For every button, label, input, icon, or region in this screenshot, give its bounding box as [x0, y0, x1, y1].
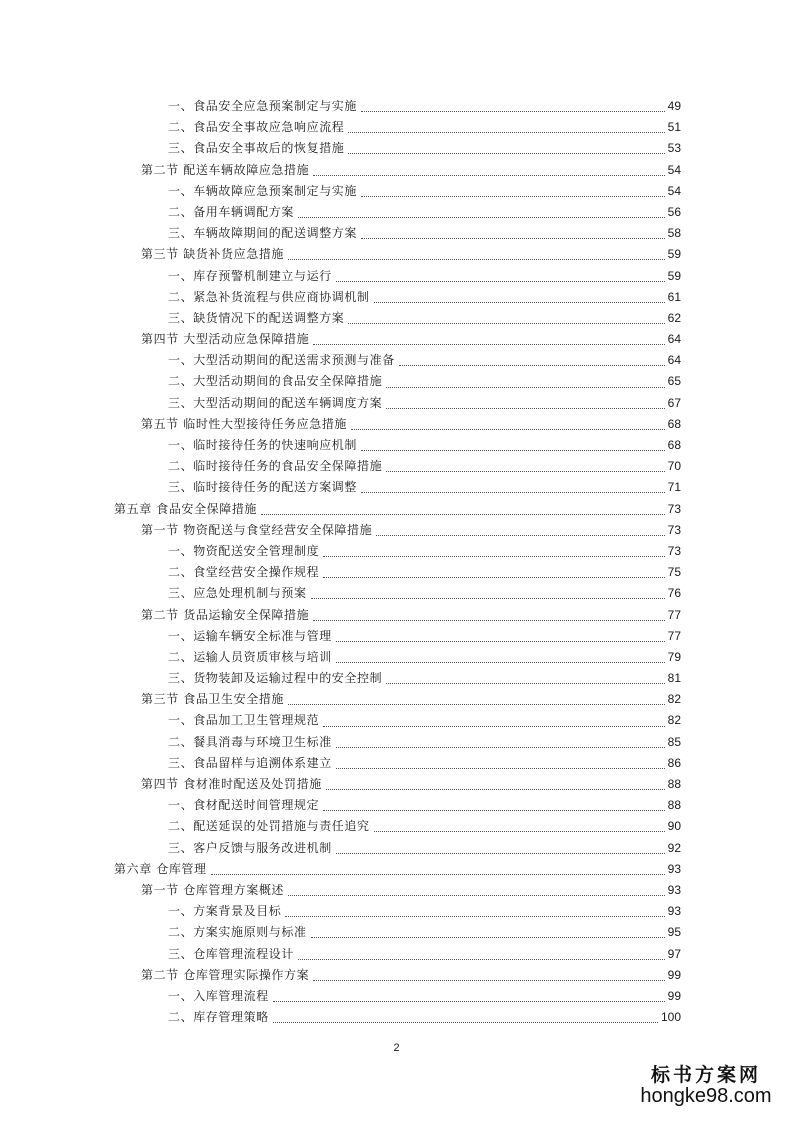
toc-entry[interactable]	[168, 350, 681, 371]
dot-leader	[336, 845, 665, 854]
toc-entry-label: 第二节 仓库管理实际操作方案	[141, 967, 310, 982]
toc-entry[interactable]	[168, 456, 681, 477]
toc-entry[interactable]	[141, 774, 681, 795]
toc-entry-label: 一、运输车辆安全标准与管理	[168, 628, 332, 643]
toc-entry-label: 一、食品加工卫生管理规范	[168, 713, 320, 728]
toc-entry[interactable]	[168, 710, 681, 731]
toc-entry-page: 49	[667, 99, 681, 113]
dot-leader	[313, 972, 664, 981]
dot-leader	[386, 463, 664, 472]
toc-entry-label: 三、临时接待任务的配送方案调整	[168, 480, 358, 495]
dot-leader	[311, 929, 665, 938]
toc-entry-page: 51	[667, 120, 681, 135]
toc-entry-page: 93	[667, 861, 681, 876]
toc-entry-page: 76	[667, 586, 681, 601]
dot-leader	[313, 336, 664, 345]
toc-entry-label: 二、备用车辆调配方案	[168, 204, 295, 219]
toc-entry-label: 第二节 配送车辆故障应急措施	[141, 162, 310, 177]
toc-entry[interactable]	[168, 944, 681, 965]
toc-entry[interactable]	[168, 668, 681, 689]
toc-entry-page: 73	[667, 501, 681, 516]
toc-entry[interactable]	[168, 287, 681, 308]
toc-entry-label: 一、车辆故障应急预案制定与实施	[168, 183, 358, 198]
toc-entry-page: 73	[667, 522, 681, 537]
toc-entry[interactable]	[141, 689, 681, 710]
toc-entry-page: 77	[667, 607, 681, 622]
dot-leader	[261, 506, 665, 515]
dot-leader	[336, 273, 665, 282]
toc-entry[interactable]	[168, 138, 681, 159]
toc-entry-label: 二、配送延误的处罚措施与责任追究	[168, 819, 370, 834]
toc-entry-page: 68	[667, 438, 681, 452]
dot-leader	[351, 421, 665, 430]
watermark-url: hongke98.com	[640, 1085, 772, 1107]
toc-entry[interactable]	[168, 986, 681, 1007]
toc-entry-page: 53	[667, 141, 681, 156]
dot-leader	[323, 802, 664, 811]
dot-leader	[288, 696, 665, 705]
toc-entry-page: 77	[667, 628, 681, 643]
toc-entry-page: 70	[667, 459, 681, 474]
toc-entry[interactable]	[168, 795, 681, 816]
toc-entry-page: 64	[667, 332, 681, 347]
toc-entry[interactable]	[168, 562, 681, 583]
toc-entry-label: 一、入库管理流程	[168, 988, 269, 1003]
toc-entry-page: 97	[667, 946, 681, 961]
toc-entry[interactable]	[141, 965, 681, 986]
toc-entry-page: 79	[667, 649, 681, 664]
dot-leader	[336, 760, 665, 769]
dot-leader	[348, 124, 664, 133]
watermark	[631, 1060, 781, 1108]
dot-leader	[361, 230, 665, 239]
toc-entry-label: 三、车辆故障期间的配送调整方案	[168, 226, 358, 241]
toc-entry-page: 54	[667, 162, 681, 177]
toc-entry[interactable]	[168, 647, 681, 668]
toc-entry[interactable]	[168, 223, 681, 244]
toc-entry-label: 二、运输人员资质审核与培训	[168, 649, 332, 664]
toc-entry-label: 二、食品安全事故应急响应流程	[168, 120, 345, 135]
toc-entry-label: 三、大型活动期间的配送车辆调度方案	[168, 395, 383, 410]
toc-entry-page: 93	[667, 904, 681, 919]
dot-leader	[336, 739, 665, 748]
dot-leader	[313, 167, 664, 176]
toc-entry[interactable]	[168, 117, 681, 138]
toc-entry-label: 一、库存预警机制建立与运行	[168, 268, 332, 283]
toc-entry[interactable]	[168, 181, 681, 202]
toc-entry-page: 85	[667, 734, 681, 749]
toc-entry-label: 第四节 食材准时配送及处罚措施	[141, 777, 322, 791]
toc-entry-label: 第三节 食品卫生安全措施	[141, 692, 285, 707]
toc-entry[interactable]	[141, 414, 681, 435]
dot-leader	[374, 294, 665, 303]
toc-entry-page: 82	[667, 713, 681, 728]
toc-entry[interactable]	[114, 859, 681, 880]
toc-entry[interactable]	[168, 266, 681, 287]
toc-entry-page: 73	[667, 543, 681, 558]
toc-entry[interactable]	[141, 329, 681, 350]
dot-leader	[273, 1014, 658, 1023]
toc-entry[interactable]	[168, 393, 681, 414]
toc-entry-label: 三、仓库管理流程设计	[168, 946, 295, 961]
toc-entry[interactable]	[168, 753, 681, 774]
toc-entry-label: 三、客户反馈与服务改进机制	[168, 840, 332, 855]
toc-entry-label: 第二节 货品运输安全保障措施	[141, 607, 310, 622]
toc-entry-page: 61	[667, 289, 681, 304]
dot-leader	[386, 675, 664, 684]
dot-leader	[361, 484, 665, 493]
toc-entry-label: 一、物资配送安全管理制度	[168, 543, 320, 558]
toc-entry-page: 99	[667, 967, 681, 982]
dot-leader	[386, 379, 664, 388]
dot-leader	[273, 993, 665, 1002]
toc-entry[interactable]	[168, 732, 681, 753]
toc-entry[interactable]	[141, 160, 681, 181]
dot-leader	[323, 548, 664, 557]
toc-entry[interactable]	[114, 499, 681, 520]
toc-entry-page: 99	[667, 988, 681, 1003]
toc-entry[interactable]	[141, 244, 681, 265]
toc-entry[interactable]	[168, 435, 681, 456]
toc-entry-page: 82	[667, 692, 681, 707]
toc-entry-page: 88	[667, 777, 681, 791]
dot-leader	[311, 590, 665, 599]
dot-leader	[288, 251, 665, 260]
toc-entry-page: 59	[667, 247, 681, 262]
toc-entry-page: 67	[667, 395, 681, 410]
toc-entry-label: 三、应急处理机制与预案	[168, 586, 307, 601]
table-of-contents	[0, 96, 793, 1028]
toc-entry-label: 第三节 缺货补货应急措施	[141, 247, 285, 262]
dot-leader	[348, 145, 664, 154]
toc-entry-label: 一、大型活动期间的配送需求预测与准备	[168, 353, 395, 368]
toc-entry[interactable]	[168, 816, 681, 837]
toc-entry-label: 第五章 食品安全保障措施	[114, 501, 258, 516]
toc-entry-label: 二、方案实施原则与标准	[168, 925, 307, 940]
dot-leader	[288, 887, 665, 896]
toc-entry[interactable]	[168, 202, 681, 223]
toc-entry-label: 三、食品留样与追溯体系建立	[168, 755, 332, 770]
dot-leader	[336, 633, 665, 642]
toc-entry[interactable]	[141, 880, 681, 901]
toc-entry-label: 二、紧急补货流程与供应商协调机制	[168, 289, 370, 304]
toc-entry-page: 75	[667, 565, 681, 580]
dot-leader	[348, 315, 664, 324]
toc-entry-label: 二、餐具消毒与环境卫生标准	[168, 734, 332, 749]
toc-entry-page: 65	[667, 374, 681, 389]
page-number: 2	[393, 1042, 400, 1054]
toc-entry-page: 100	[660, 1010, 681, 1025]
toc-entry[interactable]	[168, 583, 681, 604]
dot-leader	[386, 400, 664, 409]
toc-entry-page: 64	[667, 353, 681, 368]
dot-leader	[323, 569, 664, 578]
toc-entry-label: 第四节 大型活动应急保障措施	[141, 332, 310, 347]
dot-leader	[298, 951, 665, 960]
toc-entry-label: 二、临时接待任务的食品安全保障措施	[168, 459, 383, 474]
toc-entry-page: 90	[667, 819, 681, 834]
toc-entry[interactable]	[168, 541, 681, 562]
dot-leader	[298, 209, 665, 218]
toc-entry-page: 59	[667, 268, 681, 283]
toc-entry-page: 81	[667, 671, 681, 686]
toc-entry[interactable]	[168, 838, 681, 859]
toc-entry-page: 88	[667, 798, 681, 813]
toc-entry-page: 92	[667, 840, 681, 855]
dot-leader	[361, 103, 665, 112]
toc-entry[interactable]	[141, 520, 681, 541]
toc-entry-label: 一、方案背景及目标	[168, 904, 282, 919]
dot-leader	[336, 654, 665, 663]
toc-entry-label: 第五节 临时性大型接待任务应急措施	[141, 416, 348, 431]
toc-entry-page: 71	[667, 480, 681, 495]
dot-leader	[399, 357, 665, 366]
toc-entry[interactable]	[168, 96, 681, 117]
toc-entry[interactable]	[141, 605, 681, 626]
toc-entry-label: 一、临时接待任务的快速响应机制	[168, 438, 358, 452]
toc-entry-label: 二、库存管理策略	[168, 1010, 269, 1025]
toc-entry[interactable]	[168, 626, 681, 647]
watermark-title: 标书方案网	[650, 1064, 761, 1086]
toc-entry-label: 三、缺货情况下的配送调整方案	[168, 310, 345, 325]
dot-leader	[374, 823, 665, 832]
toc-entry[interactable]	[168, 1007, 681, 1028]
toc-entry-label: 第六章 仓库管理	[114, 861, 207, 876]
toc-entry-label: 第一节 物资配送与食堂经营安全保障措施	[141, 522, 373, 537]
toc-entry-page: 93	[667, 882, 681, 897]
toc-entry-page: 62	[667, 310, 681, 325]
toc-entry[interactable]	[168, 477, 681, 498]
dot-leader	[211, 866, 665, 875]
toc-entry[interactable]	[168, 901, 681, 922]
dot-leader	[361, 188, 665, 197]
toc-entry-page: 68	[667, 416, 681, 431]
dot-leader	[361, 442, 665, 451]
toc-entry-label: 一、食材配送时间管理规定	[168, 798, 320, 813]
toc-entry[interactable]	[168, 371, 681, 392]
toc-entry-label: 二、食堂经营安全操作规程	[168, 565, 320, 580]
toc-entry-page: 86	[667, 755, 681, 770]
toc-entry-page: 58	[667, 226, 681, 241]
dot-leader	[313, 612, 664, 621]
toc-entry-label: 三、食品安全事故后的恢复措施	[168, 141, 345, 156]
dot-leader	[376, 527, 664, 536]
toc-entry-label: 第一节 仓库管理方案概述	[141, 882, 285, 897]
toc-entry[interactable]	[168, 308, 681, 329]
toc-entry-page: 95	[667, 925, 681, 940]
toc-entry-label: 三、货物装卸及运输过程中的安全控制	[168, 671, 383, 686]
dot-leader	[326, 781, 665, 790]
dot-leader	[285, 908, 664, 917]
toc-entry-page: 54	[667, 183, 681, 198]
toc-entry-label: 一、食品安全应急预案制定与实施	[168, 99, 358, 113]
dot-leader	[323, 718, 664, 727]
toc-entry-label: 二、大型活动期间的食品安全保障措施	[168, 374, 383, 389]
toc-entry[interactable]	[168, 922, 681, 943]
toc-entry-page: 56	[667, 204, 681, 219]
